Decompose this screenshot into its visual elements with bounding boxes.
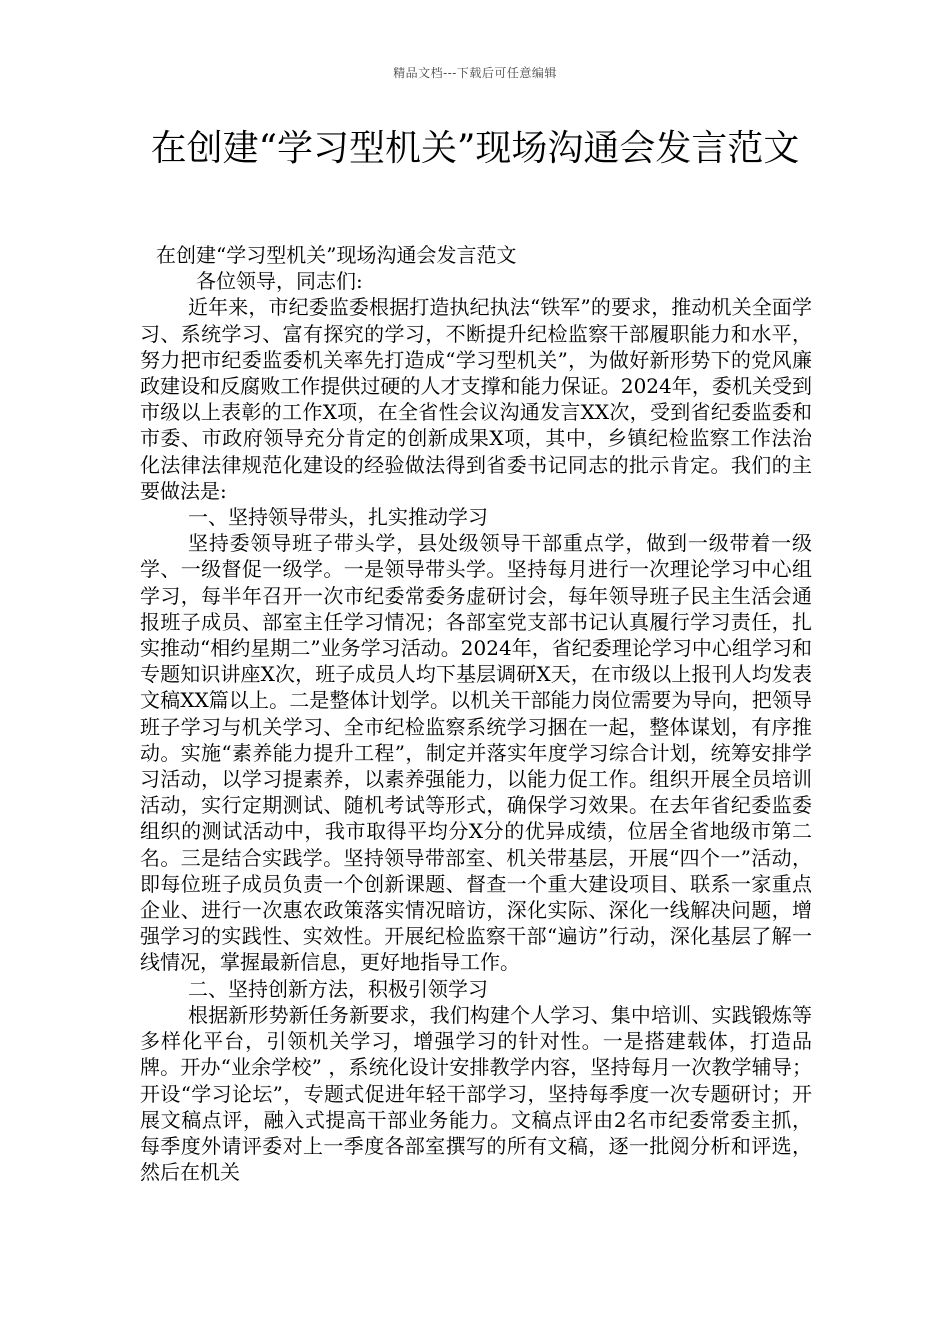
document-subtitle: 在创建“学习型机关”现场沟通会发言范文	[156, 243, 517, 267]
section-heading-two: 二、坚持创新方法，积极引领学习	[188, 976, 488, 1001]
document-body	[140, 242, 812, 1185]
paragraph-intro: 近年来，市纪委监委根据打造执纪执法“铁军”的要求，推动机关全面学习、系统学习、富有探究的学习，不断提升纪检监察干部履职能力和水平，努力把市纪委监委机关率先打造成“学习型机关”，为做好新形势下的党风廉政建设和反腐败工作提供过硬的人才支撑和能力保证。2024年，委机关受到市级以上表彰的工作X项，在全省性会议沟通发言XX次，受到省纪委监委和市委、市政府领导充分肯定的创新成果X项，其中，乡镇纪检监察工作法治化法律法律规范化建设的经验做法得到省委书记同志的批示肯定。我们的主要做法是:	[140, 295, 812, 503]
paragraph-section-one: 坚持委领导班子带头学，县处级领导干部重点学，做到一级带着一级学、一级督促一级学。一是领导带头学。坚持每月进行一次理论学习中心组学习，每半年召开一次市纪委常委务虚研讨会，每年领导班子民主生活会通报班子成员、部室主任学习情况；各部室党支部书记认真履行学习责任，扎实推动“相约星期二”业务学习活动。2024年，省纪委理论学习中心组学习和专题知识讲座X次，班子成员人均下基层调研X天，在市级以上报刊人均发表文稿XX篇以上。二是整体计划学。以机关干部能力岗位需要为导向，把领导班子学习与机关学习、全市纪检监察系统学习捆在一起，整体谋划，有序推动。实施“素养能力提升工程”，制定并落实年度学习综合计划，统筹安排学习活动，以学习提素养，以素养强能力，以能力促工作。组织开展全员培训活动，实行定期测试、随机考试等形式，确保学习效果。在去年省纪委监委组织的测试活动中，我市取得平均分X分的优异成绩，位居全省地级市第二名。三是结合实践学。坚持领导带部室、机关带基层，开展“四个一”活动，即每位班子成员负责一个创新课题、督查一个重大建设项目、联系一家重点企业、进行一次惠农政策落实情况暗访，深化实际、深化一线解决问题，增强学习的实践性、实效性。开展纪检监察干部“遍访”行动，深化基层了解一线情况，掌握最新信息，更好地指导工作。	[140, 531, 812, 975]
paragraph-section-two: 根据新形势新任务新要求，我们构建个人学习、集中培训、实践锻炼等多样化平台，引领机关学习，增强学习的针对性。一是搭建载体，打造品牌。开办“业余学校” ，系统化设计安排教学内容，坚持每月一次教学辅导；开设“学习论坛”，专题式促进年轻干部学习，坚持每季度一次专题研讨；开展文稿点评，融入式提高干部业务能力。文稿点评由2名市纪委常委主抓，每季度外请评委对上一季度各部室撰写的所有文稿，逐一批阅分析和评选，然后在机关	[140, 1002, 812, 1185]
page-header-watermark: 精品文档---下载后可任意编辑	[393, 66, 557, 80]
greeting-line: 各位领导，同志们:	[196, 269, 363, 294]
section-heading-one: 一、坚持领导带头，扎实推动学习	[188, 505, 488, 530]
document-title: 在创建“学习型机关”现场沟通会发言范文	[150, 128, 800, 169]
